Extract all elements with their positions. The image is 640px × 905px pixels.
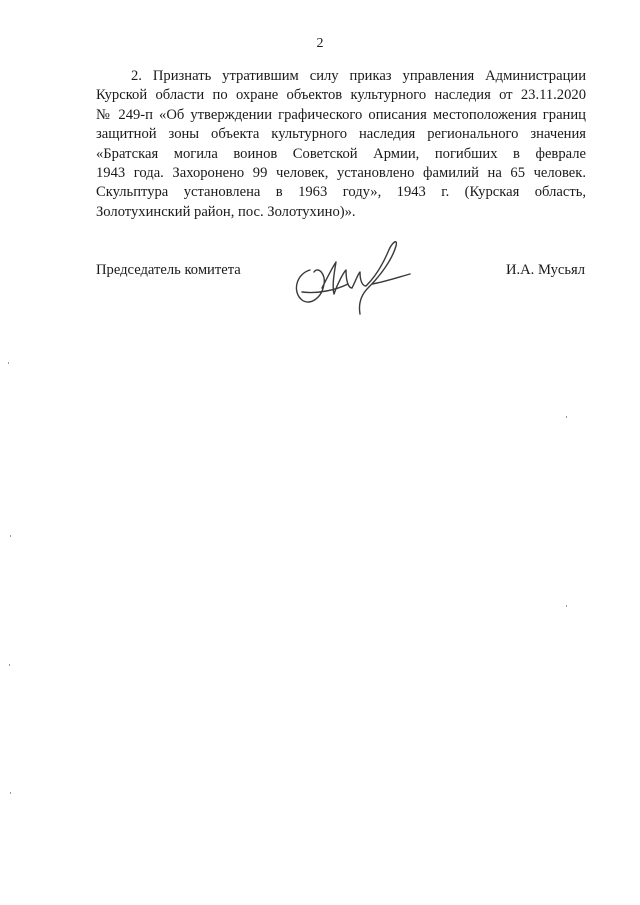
scan-artifact <box>9 664 10 666</box>
scan-artifact <box>566 605 567 607</box>
paragraph-line: защитной зоны объекта культурного наследия регионального значения <box>96 126 586 143</box>
scan-artifact <box>8 362 9 364</box>
paragraph-line: Курской области по охране объектов культурного наследия от 23.11.2020 <box>96 87 586 104</box>
scan-artifact <box>566 416 567 418</box>
signatory-position: Председатель комитета <box>96 262 241 278</box>
paragraph-line: № 249-п «Об утверждении графического описания местоположения границ <box>96 106 586 123</box>
paragraph-line: Скульптура установлена в 1963 году», 1943 г. (Курская область, <box>96 184 586 201</box>
paragraph-line: «Братская могила воинов Советской Армии, погибших в феврале <box>96 145 586 162</box>
scan-artifact <box>10 535 11 537</box>
handwritten-signature <box>288 232 418 318</box>
body-paragraph <box>96 67 586 222</box>
scan-artifact <box>10 792 11 794</box>
page-number: 2 <box>316 36 324 51</box>
paragraph-line: 1943 года. Захоронено 99 человек, установлено фамилий на 65 человек. <box>96 165 586 182</box>
paragraph-line: Золотухинский район, пос. Золотухино)». <box>96 203 356 220</box>
paragraph-line: 2. Признать утратившим силу приказ управления Администрации <box>131 68 586 84</box>
signatory-name: И.А. Мусьял <box>505 262 585 278</box>
